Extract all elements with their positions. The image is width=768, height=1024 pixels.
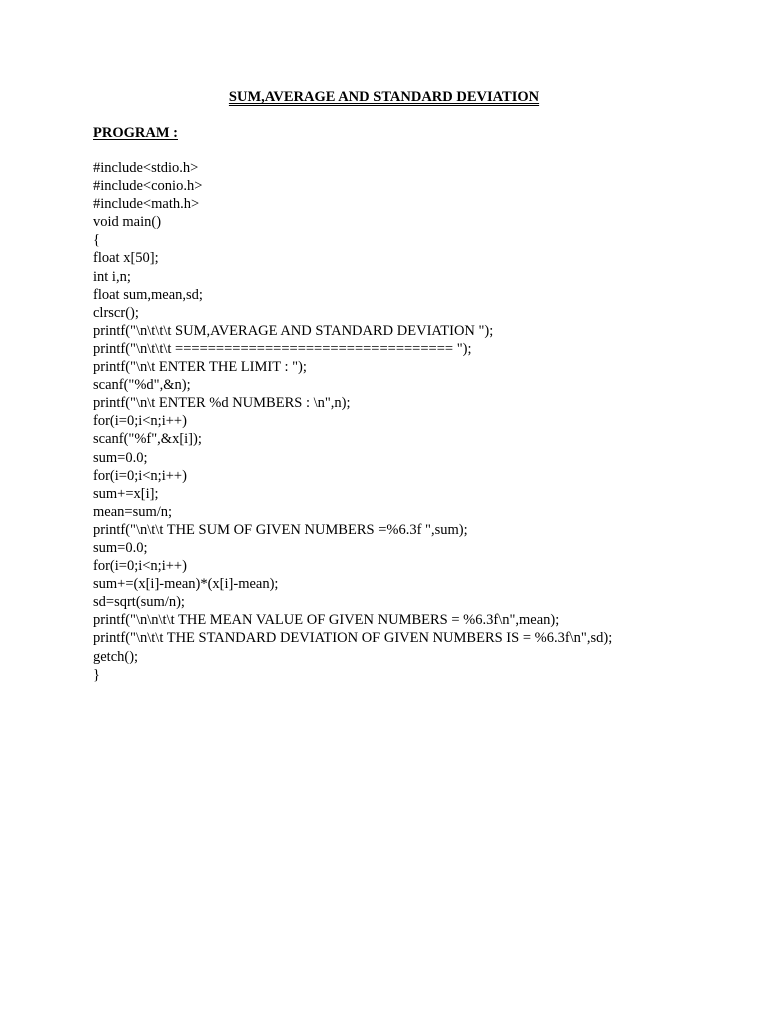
code-line: } <box>93 666 100 683</box>
code-line: printf("\n\t ENTER THE LIMIT : "); <box>93 359 307 376</box>
code-line: clrscr(); <box>93 304 139 321</box>
code-line: mean=sum/n; <box>93 503 173 520</box>
code-line: sum+=(x[i]-mean)*(x[i]-mean); <box>93 576 279 593</box>
code-line: printf("\n\t\t\t ================================== "); <box>93 340 472 357</box>
code-line: scanf("%d",&n); <box>93 377 191 394</box>
code-line: sum=0.0; <box>93 449 148 466</box>
code-line: float sum,mean,sd; <box>93 286 203 303</box>
code-line: sum=0.0; <box>93 539 148 556</box>
code-line: { <box>93 232 100 249</box>
code-line: printf("\n\t\t THE STANDARD DEVIATION OF GIVEN NUMBERS IS = %6.3f\n",sd); <box>93 630 613 647</box>
section-heading-program: PROGRAM : <box>93 125 178 141</box>
code-line: printf("\n\n\t\t THE MEAN VALUE OF GIVEN NUMBERS = %6.3f\n",mean); <box>93 612 560 629</box>
code-line: #include<conio.h> <box>93 178 203 195</box>
code-line: float x[50]; <box>93 250 159 267</box>
code-line: void main() <box>93 214 162 231</box>
code-line: #include<stdio.h> <box>93 160 199 176</box>
code-line: for(i=0;i<n;i++) <box>93 467 187 484</box>
code-line: for(i=0;i<n;i++) <box>93 558 187 575</box>
code-line: int i,n; <box>93 268 131 285</box>
code-line: sum+=x[i]; <box>93 485 159 502</box>
code-line: #include<math.h> <box>93 196 200 213</box>
document-title: SUM,AVERAGE AND STANDARD DEVIATION <box>228 89 540 105</box>
code-line: sd=sqrt(sum/n); <box>93 594 185 611</box>
code-line: printf("\n\t\t THE SUM OF GIVEN NUMBERS =%6.3f ",sum); <box>93 521 468 538</box>
code-line: printf("\n\t\t\t SUM,AVERAGE AND STANDARD DEVIATION "); <box>93 322 494 339</box>
code-line: getch(); <box>93 648 139 665</box>
code-line: printf("\n\t ENTER %d NUMBERS : \n",n); <box>93 395 351 412</box>
code-line: scanf("%f",&x[i]); <box>93 431 202 448</box>
code-line: for(i=0;i<n;i++) <box>93 413 187 430</box>
code-listing <box>93 159 733 684</box>
